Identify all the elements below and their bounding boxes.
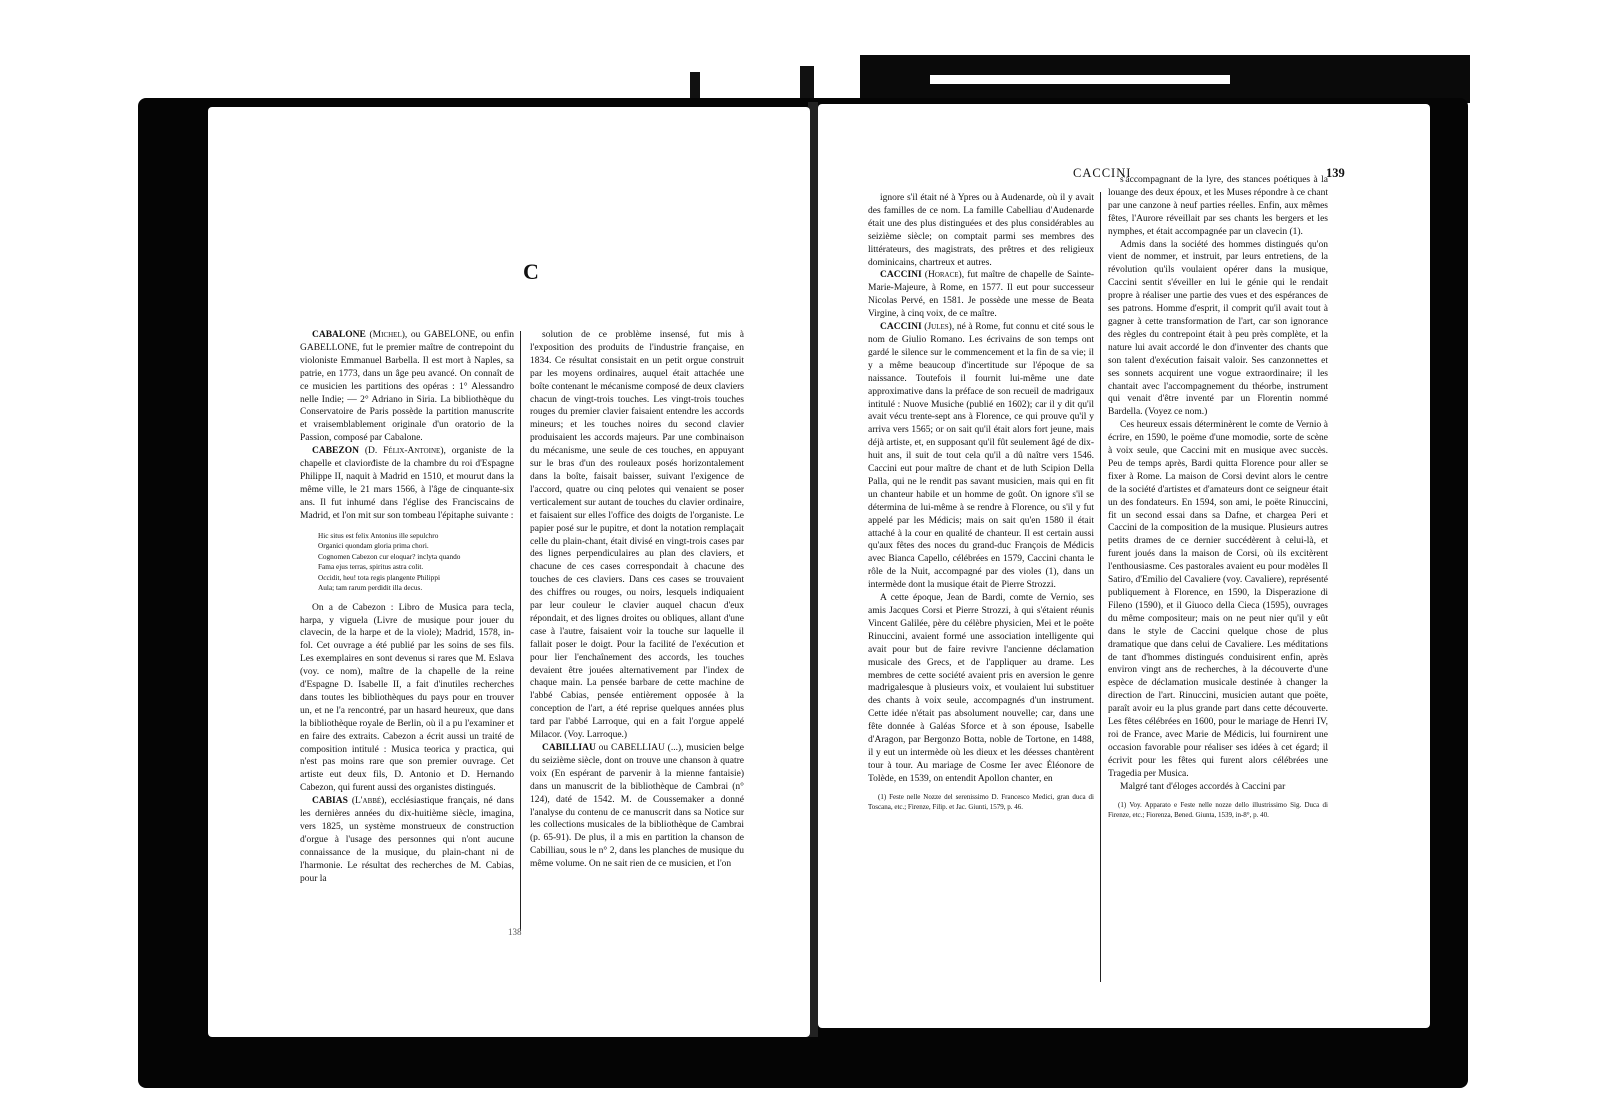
column-rule	[1100, 192, 1101, 982]
paragraph	[868, 592, 1094, 786]
paragraph	[300, 445, 514, 522]
paragraph	[868, 321, 1094, 592]
section-letter: C	[523, 259, 540, 284]
right-page	[818, 104, 1430, 1028]
paragraph	[1108, 239, 1328, 420]
entry-headword: CACCINI	[880, 322, 922, 333]
paragraph	[1108, 419, 1328, 780]
paragraph-text: Ces heureux essais déterminèrent le comte de Vernio à écrire, en 1590, le poëme d'une momodie, sorte de scène à voix seule, que Caccini mit en musique avec succès. Peu de temps après, Bardi quitta Florence pour aller se fixer à Rome. La maison de Corsi devint alors le centre de la société d'artistes et d'amateurs dont ce seigneur était un des fondateurs. En 1594, son ami, le poëte Rinuccini, fit un second essai dans sa Dafne, et chargea Peri et Caccini de la composition de la musique. Plusieurs autres petits drames de ce dernier succédèrent à celui-là, et furent joués dans la maison de Corsi, où ils excitèrent l'enthousiasme. Ces pastorales avaient eu pour modèles Il Satiro, d'Emilio del Cavaliere (voy. Cavaliere), représenté publiquement à Florence, en 1590, la Disperazione di Fileno (1590), et il Giuoco della Cieca (1595), ouvrages du même compositeur; mais on ne peut nier qu'il y eût dans le style de Caccini quelque chose de plus dramatique que dans celui de Cavaliere. Les méditations de tant d'hommes distingués conduisirent enfin, après environ vingt ans de recherches, à la découverte d'une espèce de déclamation musicale destinée à changer la direction de l'art. Rinuccini, musicien autant que poëte, paraît avoir eu la plus grande part dans cette découverte. Les fêtes célébrées en 1600, pour le mariage de Henri IV, roi de France, avec Marie de Médicis, lui fournirent une occasion favorable pour réaliser ses idées à cet égard; il écrivit pour les fêtes qui furent alors célébrées une Tragedia per Musica.	[1108, 420, 1328, 779]
paragraph	[300, 329, 514, 445]
left-column-1	[300, 329, 514, 886]
page-number-faint: 138	[508, 927, 522, 937]
entry-headword: CABEZON	[312, 446, 359, 457]
paragraph-text: Malgré tant d'éloges accordés à Caccini par	[1120, 781, 1286, 792]
right-column-2	[1108, 174, 1328, 820]
epitaph-line: Organici quondam gloria prima chori.	[318, 541, 429, 551]
left-column-2	[530, 329, 744, 871]
epitaph-line: Cognomen Cabezon cur eloquar? inclyta quando	[318, 551, 461, 561]
entry-headword: CABALONE	[312, 330, 366, 340]
paragraph-text: A cette époque, Jean de Bardi, comte de Vernio, ses amis Jacques Corsi et Pierre Strozzi, à qui s'étaient réunis Vincent Galilée, père du célèbre physicien, Mei et le poëte Rinuccini, avaient formé une association intelligente qui avait pour but de faire revivre l'ancienne déclamation musicale des Grecs, et de l'appliquer au drame. Les membres de cette société avaient pris en aversion le genre madrigalesque à plusieurs voix, et voulaient lui substituer des chants à voix seule, accompagnés d'un instrument. Cette idée n'était pas absolument nouvelle; car, dans une fête donnée à Galéas Sforce et à son épouse, Isabelle d'Aragon, par Bergonzo Botta, noble de Tortone, en 1488, il y eut un intermède où les dieux et les déesses chantèrent tour à tour. Au mariage de Cosme Ier avec Éléonore de Tolède, en 1539, on entendit Apollon chanter, en	[868, 593, 1094, 784]
paragraph	[868, 269, 1094, 321]
entry-headword: CACCINI	[880, 270, 922, 281]
epitaph-line: Occidit, heu! tota regis plangente Philippi	[318, 572, 440, 582]
book-top-edge	[860, 55, 1470, 103]
right-column-1	[868, 192, 1094, 812]
left-page	[208, 107, 810, 1037]
entry-headword: CABIAS	[312, 796, 348, 807]
paragraph	[868, 192, 1094, 269]
entry-qualifier: (Horace)	[921, 270, 962, 281]
epitaph-line: Fama ejus terras, spiritus astra colit.	[318, 562, 424, 572]
paragraph	[300, 795, 514, 885]
paragraph-text: , fut maître de chapelle de Sainte-Marie-Majeure, à Rome, en 1577. Il eut pour successeur Nicolas Pervé, en 1581. Je possède une messe de Beata Virgine, à cinq voix, de ce maître.	[868, 270, 1094, 320]
entry-headword: CABILLIAU	[542, 743, 596, 753]
entry-qualifier: (L'abbé)	[347, 796, 385, 807]
footnote: (1) Voy. Apparato e Feste nelle nozze dello illustrissimo Sig. Duca di Firenze, etc.; Fiorenza, Bened. Giunta, 1539, in-8°, p. 40.	[1108, 800, 1328, 819]
paragraph-text: ignore s'il était né à Ypres ou à Audenarde, où il y avait des familles de ce nom. La famille Cabelliau d'Audenarde était une des plus distinguées et des plus considérables au seizième siècle; on comptait parmi ses membres des littérateurs, des magistrats, des prêtres et des religieux dominicains, chartreux et autres.	[868, 193, 1094, 268]
paragraph-text: Admis dans la société des hommes distingués qu'on vient de nommer, et instruit, par leurs entretiens, de la révolution qu'ils voulaient opérer dans la musique, Caccini sentit s'éveiller en lui le génie qui le rendait propre à réaliser une partie des vues et des espérances de ses patrons. Homme d'esprit, il comprit qu'il avait tout à gagner à cette transformation de l'art, car son ignorance des règles du contrepoint était à peu près complète, et la nature lui avait accordé le don d'inventer des chants que son talent d'exécution faisait valoir. Ses canzonnettes et ses sonnets acquirent une vogue extraordinaire; il les chantait avec l'accompagnement du théorbe, instrument qui venait d'être inventé par un Florentin nommé Bardella. (Voyez ce nom.)	[1108, 239, 1328, 418]
book-edge-strip	[930, 75, 1230, 84]
paragraph-text: s'accompagnant de la lyre, des stances poétiques à la louange des deux époux, et les Muses répondre à ce chant par une canzone à neuf parties réelles. Enfin, aux mêmes fêtes, l'Aurore réveillait par ses chants les bergers et les nymphes, et était accompagnée par un clavecin (1).	[1108, 175, 1328, 237]
paragraph	[530, 329, 744, 742]
entry-qualifier: (Jules)	[921, 322, 952, 333]
paragraph	[1108, 174, 1328, 239]
paragraph-text: solution de ce problème insensé, fut mis à l'exposition des produits de l'industrie française, en 1834. Ce résultat consistait en un petit orgue construit par les moyens ordinaires, auquel était attachée une boîte contenant le mécanisme composé de deux claviers chacun de vingt-trois touches. Les vingt-trois touches rouges du premier clavier faisaient entendre les accords mineurs; et les touches noires du second clavier produisaient les accords majeurs. Par une combinaison du mécanisme, une seule de ces touches, en appuyant sur le bras d'un des rouleaux posés horizontalement dans la boîte, faisait baisser, suivant l'exigence de l'accord, quatre ou cinq pelotes qui venaient se poser verticalement sur autant de touches du clavier ordinaire, et faisaient sur elles l'office des doigts de l'organiste. Le papier posé sur le pupitre, et dont la notation remplaçait celle du plain-chant, était divisé en vingt-trois cases par des lignes perpendiculaires au plan des claviers, et chacune de ces cases correspondait à chacune des touches de ces claviers. Dans ces cases se trouvaient des chiffres ou rouges, ou noirs, lesquels indiquaient par leur couleur le clavier auquel chacun d'eux répondait, et des lignes droites ou obliques, allant d'une case à l'autre, faisaient voir la touche sur laquelle il fallait poser le doigt. Pour la facilité de l'exécution et pour lier l'enchaînement des accords, les touches devaient être jouées alternativement par l'index de chaque main. La pensée barbare de cette machine de l'abbé Cabias, pensée entièrement opposée à la conception de l'art, a été reprise quelques années plus tard par l'abbé Larroque, qui en a fait l'orgue appelé Milacor. (Voy. Larroque.)	[530, 330, 744, 741]
footnote: (1) Feste nelle Nozze del serenissimo D. Francesco Medici, gran duca di Toscana, etc.; Firenze, Filip. et Jac. Giunti, 1579, p. 46.	[868, 792, 1094, 811]
page-number: 139	[1326, 166, 1345, 180]
paragraph	[300, 602, 514, 796]
epitaph-line: Aula; tam rarum perdidit illa decus.	[318, 583, 423, 593]
epitaph	[300, 531, 514, 594]
paragraph-text: , ecclésiastique français, né dans les dernières années du dix-huitième siècle, imagina, vers 1825, un système monstrueux de construction d'orgue à l'usage des personnes qui n'ont aucune connaissance de la musique, du plain-chant ni de l'harmonie. Le résultat des recherches de M. Cabias, pour la	[300, 796, 514, 884]
paragraph-text: , né à Rome, fut connu et cité sous le nom de Giulio Romano. Les écrivains de son temps ont gardé le silence sur le commencement et la fin de sa vie; il y a même beaucoup d'incertitude sur l'époque de sa naissance. Toutefois il fournit lui-même une date approximative dans la préface de son recueil de madrigaux intitulé : Nuove Musiche (publié en 1602); car il y dit qu'il avait vécu trente-sept ans à Florence, ce qui prouve qu'il y arriva vers 1565; or on sait qu'il était alors fort jeune, mais déjà artiste, et, en supposant qu'il fût seulement âgé de dix-huit ans, il suit de tout cela qu'il a dû naître vers 1546. Caccini eut pour maître de chant et de luth Scipion Della Palla, qui ne le rendit pas savant musicien, mais qui en fit un chanteur habile et un homme de goût. On ignore s'il se détermina de lui-même à se rendre à Florence, ou s'il y fut appelé par les Médicis; mais on sait qu'en 1580 il était attaché à la cour en qualité de chanteur. Il est certain aussi qu'aux fêtes des noces du grand-duc François de Médicis avec Bianca Capello, célébrées en 1579, Caccini chanta le rôle de la Nuit, accompagné par des violes (1), dans un intermède dont la musique était de Pierre Strozzi.	[868, 322, 1094, 591]
column-rule	[520, 331, 521, 931]
entry-qualifier: (Michel)	[365, 330, 405, 340]
epitaph-line: Hic situs est felix Antonius ille sepulchro	[318, 530, 439, 540]
running-head: CACCINI	[1073, 166, 1132, 180]
paragraph-text: , ou GABELONE, ou enfin GABELLONE, fut le premier maître de contrepoint du violoniste Emmanuel Barbella. Il est mort à Naples, sa patrie, en 1773, dans un âge peu avancé. On connaît de ce musicien les partitions des opéras : 1° Alessandro nelle Indie; — 2° Adriano in Siria. La bibliothèque du Conservatoire de Paris possède la partition manuscrite et vraisemblablement originale d'un oratorio de la Passion, composé par Cabalone.	[300, 330, 514, 444]
paragraph-text: , organiste de la chapelle et claviorđiste de la chambre du roi d'Espagne Philippe II, naquit à Madrid en 1510, et mourut dans la même ville, le 21 mars 1566, à l'âge de cinquante-six ans. Il fut inhumé dans l'église des Franciscains de Madrid, et l'on mit sur son tombeau l'épitaphe suivante :	[300, 446, 514, 521]
paragraph	[1108, 781, 1328, 794]
paragraph-text: ou CABELLIAU (...), musicien belge du seizième siècle, dont on trouve une chanson à quatre voix (En espérant de parvenir à la mienne fantaisie) dans un manuscrit de la bibliothèque de Cambrai (n° 124), daté de 1542. M. de Coussemaker a donné l'analyse du contenu de ce manuscrit dans sa Notice sur les collections musicales de la bibliothèque de Cambrai (p. 65-91). De plus, il a mis en partition la chanson de Cabilliau, sous le n° 2, dans les planches de musique du même volume. On ne sait rien de ce musicien, et l'on	[530, 743, 744, 870]
paragraph	[530, 742, 744, 871]
paragraph-text: On a de Cabezon : Libro de Musica para tecla, harpa, y viguela (Livre de musique pour jouer du clavecin, de la harpe et de la viole); Madrid, 1578, in-fol. Cet ouvrage a été publié par les soins de ses fils. Les exemplaires en sont devenus si rares que M. Eslava (voy. ce nom), maître de la chapelle de la reine d'Espagne D. Isabelle II, a fait d'inutiles recherches dans toutes les bibliothèques du pays pour en trouver un, et ne l'a rencontré, par un hasard heureux, que dans la bibliothèque royale de Berlin, où il a pu l'examiner et en faire des extraits. Cabezon a écrit aussi un traité de composition intitulé : Musica teorica y practica, qui n'est pas moins rare que son premier ouvrage. Cet artiste eut deux fils, D. Antonio et D. Hernando Cabezon, qui furent aussi des organistes distingués.	[300, 602, 514, 794]
entry-qualifier: (D. Félix-Antoine)	[358, 446, 444, 457]
